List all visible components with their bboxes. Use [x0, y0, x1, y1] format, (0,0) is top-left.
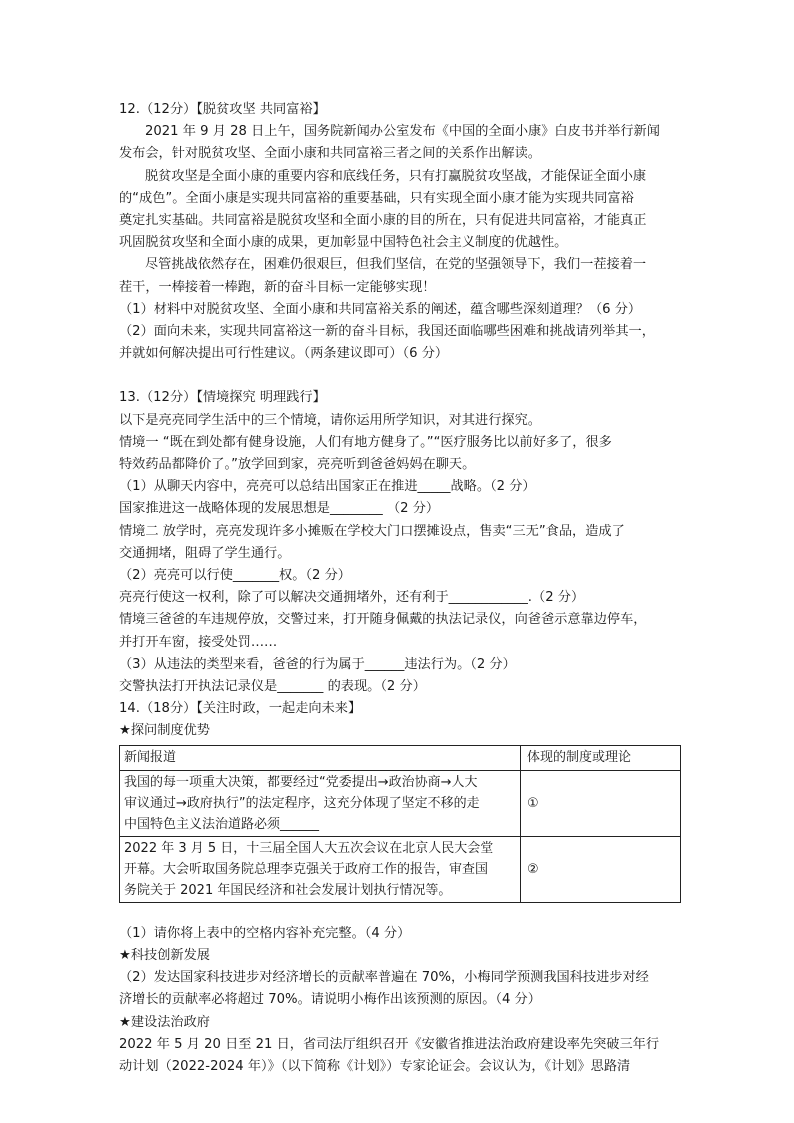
q13-scenario-2-cont: 交通拥堵，阻碍了学生通行。	[119, 545, 291, 561]
table-cell-answer-2: ②	[521, 836, 681, 902]
q13-subquestion-1b: 国家推进这一战略体现的发展思想是________ （2 分）	[119, 501, 440, 517]
q14-paragraph-line: 2022 年 5 月 20 日至 21 日，省司法厅组织召开《安徽省推进法治政府建设率先突破三年行	[119, 1036, 660, 1052]
q13-scenario-3: 情境三爸爸的车违规停放，交警过来，打开随身佩戴的执法记录仪，向爸爸示意靠边停车，	[119, 612, 647, 628]
question-12	[119, 99, 685, 365]
q12-subquestion-1: （1）材料中对脱贫攻坚、全面小康和共同富裕关系的阐述，蕴含哪些深刻道理？（6 分）	[119, 301, 642, 317]
table-row	[120, 836, 681, 902]
q14-section-tech: ★科技创新发展	[119, 947, 210, 963]
q14-section-law: ★建设法治政府	[119, 1014, 210, 1030]
q12-paragraph-line: 巩固脱贫攻坚和全面小康的成果，更加彰显中国特色社会主义制度的优越性。	[119, 235, 568, 251]
table-cell-line: 中国特色主义法治道路必须______	[124, 816, 320, 832]
table-cell-news	[120, 770, 521, 836]
table-row	[120, 770, 681, 836]
exam-page	[119, 99, 685, 1078]
table-header-news: 新闻报道	[120, 745, 521, 770]
q14-paragraph-line: 动计划（2022-2024 年）》（以下简称《计划》）专家论证会。会议认为，《计划》思路清	[119, 1058, 631, 1074]
q13-scenario-3-cont: 并打开车窗，接受处罚……	[119, 634, 278, 650]
table-cell-line: 2022 年 3 月 5 日，十三届全国人大五次会议在北京人民大会堂	[124, 840, 494, 856]
table-header-row	[120, 745, 681, 770]
q12-subquestion-2-cont: 并就如何解决提出可行性建议。（两条建议即可）（6 分）	[119, 346, 449, 362]
q12-paragraph-line: 发布会，针对脱贫攻坚、全面小康和共同富裕三者之间的关系作出解读。	[119, 146, 541, 162]
q12-header: 12.（12分）【脱贫攻坚 共同富裕】	[119, 102, 326, 117]
q14-header: 14.（18分）【关注时政，一起走向未来】	[119, 701, 362, 717]
table-cell-line: 审议通过→政府执行”的法定程序，这充分体现了坚定不移的走	[124, 795, 480, 811]
q14-section-system: ★探问制度优势	[119, 723, 210, 739]
q12-paragraph-line: 脱贫攻坚是全面小康的重要内容和底线任务，只有打赢脱贫攻坚战，才能保证全面小康	[145, 168, 647, 184]
q12-paragraph-line: 2021 年 9 月 28 日上午，国务院新闻办公室发布《中国的全面小康》白皮书并举行新闻	[145, 124, 660, 140]
table-cell-line: 我国的每一项重大决策，都要经过“党委提出→政治协商→人大	[124, 774, 478, 790]
q14-subquestion-2-cont: 济增长的贡献率必将超过 70%。请说明小梅作出该预测的原因。（4 分）	[119, 992, 541, 1008]
q13-header: 13.（12分）【情境探究 明理践行】	[119, 390, 326, 406]
q13-subquestion-1a: （1）从聊天内容中，亮亮可以总结出国家正在推进_____战略。（2 分）	[119, 479, 536, 495]
q13-scenario-2: 情境二 放学时，亮亮发现许多小摊贩在学校大门口摆摊设点，售卖“三无”食品，造成了	[119, 523, 625, 539]
q13-scenario-1: 情境一 “既在到处都有健身设施，人们有地方健身了。”“医疗服务比以前好多了，很多	[119, 434, 612, 450]
q12-paragraph-line: 的“成色”。全面小康是实现共同富裕的重要基础，只有实现全面小康才能为实现共同富裕	[119, 190, 634, 206]
q12-paragraph-line: 尽管挑战依然存在，困难仍很艰巨，但我们坚信，在党的坚强领导下，我们一茬接着一	[145, 257, 647, 273]
q13-intro: 以下是亮亮同学生活中的三个情境，请你运用所学知识，对其进行探究。	[119, 412, 541, 428]
table-cell-line: 开幕。大会听取国务院总理李克强关于政府工作的报告，审查国	[124, 861, 489, 877]
q14-subquestion-2: （2）发达国家科技进步对经济增长的贡献率普遍在 70%，小梅同学预测我国科技进步对经	[119, 970, 649, 986]
q13-scenario-1-cont: 特效药品都降价了。”放学回到家，亮亮听到爸爸妈妈在聊天。	[119, 457, 476, 473]
q14-table	[119, 745, 681, 903]
q13-subquestion-3a: （3）从违法的类型来看，爸爸的行为属于______违法行为。（2 分）	[119, 656, 516, 672]
q13-subquestion-2a: （2）亮亮可以行使_______权。（2 分）	[119, 568, 351, 584]
q13-subquestion-2b: 亮亮行使这一权利，除了可以解决交通拥堵外，还有利于____________.（2 分）	[119, 590, 585, 606]
question-14	[119, 698, 685, 1078]
q13-subquestion-3b: 交警执法打开执法记录仪是_______ 的表现。（2 分）	[119, 679, 426, 695]
table-cell-answer-1: ①	[521, 770, 681, 836]
table-header-system: 体现的制度或理论	[521, 745, 681, 770]
table-cell-line: 务院关于 2021 年国民经济和社会发展计划执行情况等。	[124, 882, 452, 898]
question-13	[119, 387, 685, 698]
q12-subquestion-2: （2）面向未来，实现共同富裕这一新的奋斗目标，我国还面临哪些困难和挑战请列举其一，	[119, 324, 655, 340]
table-cell-news	[120, 836, 521, 902]
q12-paragraph-line: 茬干，一棒接着一棒跑，新的奋斗目标一定能够实现！	[119, 279, 436, 295]
q12-paragraph-line: 奠定扎实基础。共同富裕是脱贫攻坚和全面小康的目的所在，只有促进共同富裕，才能真正	[119, 213, 647, 229]
q14-subquestion-1: （1）请你将上表中的空格内容补充完整。（4 分）	[119, 925, 411, 941]
